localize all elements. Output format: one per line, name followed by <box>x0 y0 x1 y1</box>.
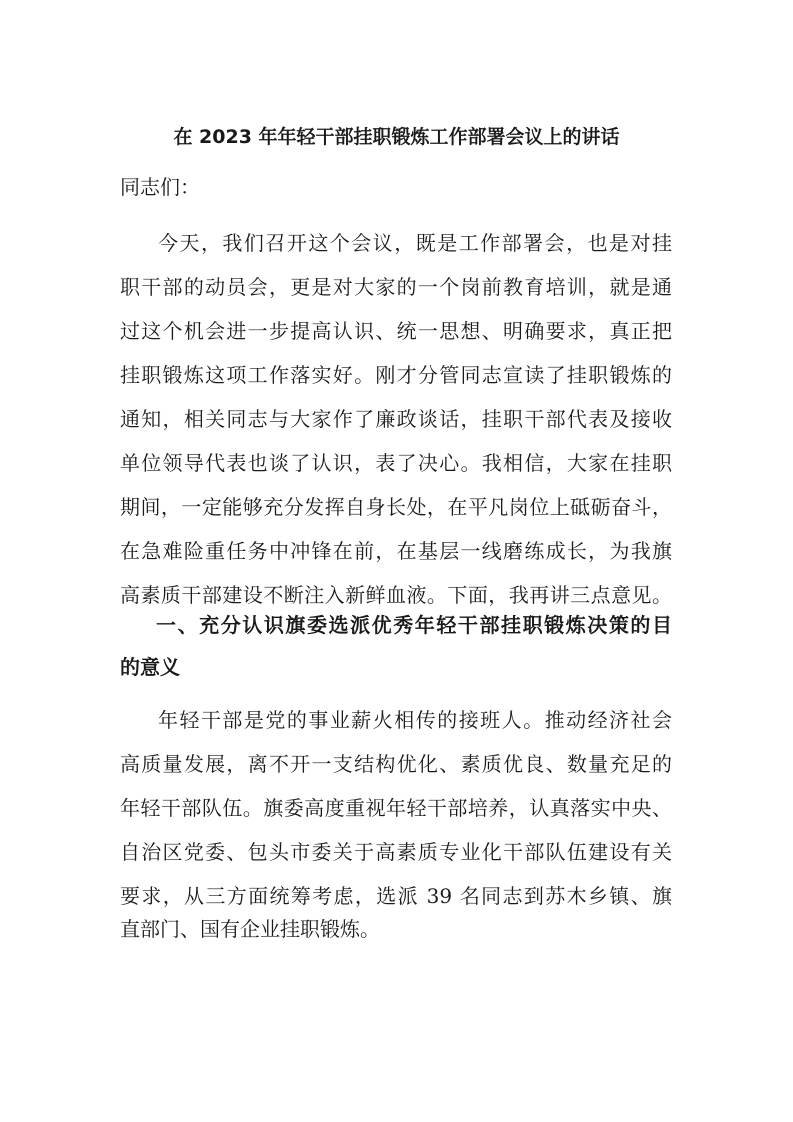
paragraph-2-line: 要求，从三方面统筹考虑，选派 39 名同志到苏木乡镇、旗 <box>120 884 672 908</box>
paragraph-2-line: 自治区党委、包头市委关于高素质专业化干部队伍建设有关 <box>120 840 672 864</box>
paragraph-1-line: 期间，一定能够充分发挥自身长处，在平凡岗位上砥砺奋斗， <box>120 495 672 519</box>
paragraph-1-line: 今天，我们召开这个会议，既是工作部署会，也是对挂 <box>158 231 672 255</box>
paragraph-1-line: 通知，相关同志与大家作了廉政谈话，挂职干部代表及接收 <box>120 407 672 431</box>
section-1-heading-line: 的意义 <box>120 655 180 679</box>
salutation: 同志们： <box>120 175 200 199</box>
paragraph-1-line: 职干部的动员会，更是对大家的一个岗前教育培训，就是通 <box>120 275 672 299</box>
paragraph-2-line: 年轻干部是党的事业薪火相传的接班人。推动经济社会 <box>158 708 672 732</box>
paragraph-1-line: 单位领导代表也谈了认识，表了决心。我相信，大家在挂职 <box>120 451 672 475</box>
document-title: 在 2023 年年轻干部挂职锻炼工作部署会议上的讲话 <box>173 126 620 148</box>
paragraph-2-line: 高质量发展，离不开一支结构优化、素质优良、数量充足的 <box>120 752 672 776</box>
paragraph-1-line: 高素质干部建设不断注入新鲜血液。下面，我再讲三点意见。 <box>120 583 672 607</box>
paragraph-2-line: 直部门、国有企业挂职锻炼。 <box>120 917 380 941</box>
paragraph-2-line: 年轻干部队伍。旗委高度重视年轻干部培养，认真落实中央、 <box>120 796 672 820</box>
section-1-heading-line: 一、充分认识旗委选派优秀年轻干部挂职锻炼决策的目 <box>156 613 672 637</box>
paragraph-1-line: 挂职锻炼这项工作落实好。刚才分管同志宣读了挂职锻炼的 <box>120 363 672 387</box>
paragraph-1-line: 在急难险重任务中冲锋在前，在基层一线磨练成长，为我旗 <box>120 539 672 563</box>
paragraph-1-line: 过这个机会进一步提高认识、统一思想、明确要求，真正把 <box>120 319 672 343</box>
